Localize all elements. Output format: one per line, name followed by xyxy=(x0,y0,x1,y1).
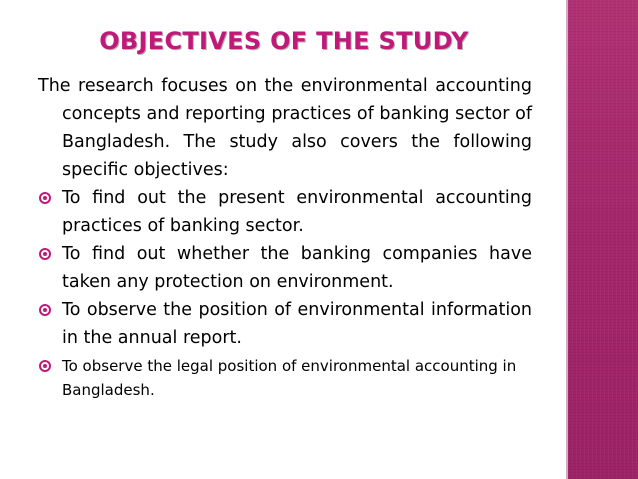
list-item xyxy=(38,184,532,240)
list-item xyxy=(38,240,532,296)
list-item-text: To observe the legal position of environmental accounting in Bangladesh. xyxy=(62,357,517,399)
slide-body xyxy=(38,72,532,402)
list-item-text: To find out the present environmental accounting practices of banking sector. xyxy=(62,188,532,236)
list-item xyxy=(38,296,532,352)
circled-dot-icon xyxy=(39,192,51,204)
list-item-text: To observe the position of environmental information in the annual report. xyxy=(62,300,532,348)
list-item xyxy=(38,354,532,402)
circled-dot-icon xyxy=(39,360,51,372)
intro-paragraph: The research focuses on the environmental accounting concepts and reporting practices of banking sector of Bangladesh. The study also covers the following specific objectives: xyxy=(38,76,532,180)
list-item-text: To find out whether the banking companies have taken any protection on environment. xyxy=(62,244,532,292)
decorative-side-bar xyxy=(568,0,638,479)
circled-dot-icon xyxy=(39,248,51,260)
circled-dot-icon xyxy=(39,304,51,316)
slide-title: OBJECTIVES OF THE STUDY xyxy=(99,27,469,55)
objectives-list xyxy=(38,184,532,402)
